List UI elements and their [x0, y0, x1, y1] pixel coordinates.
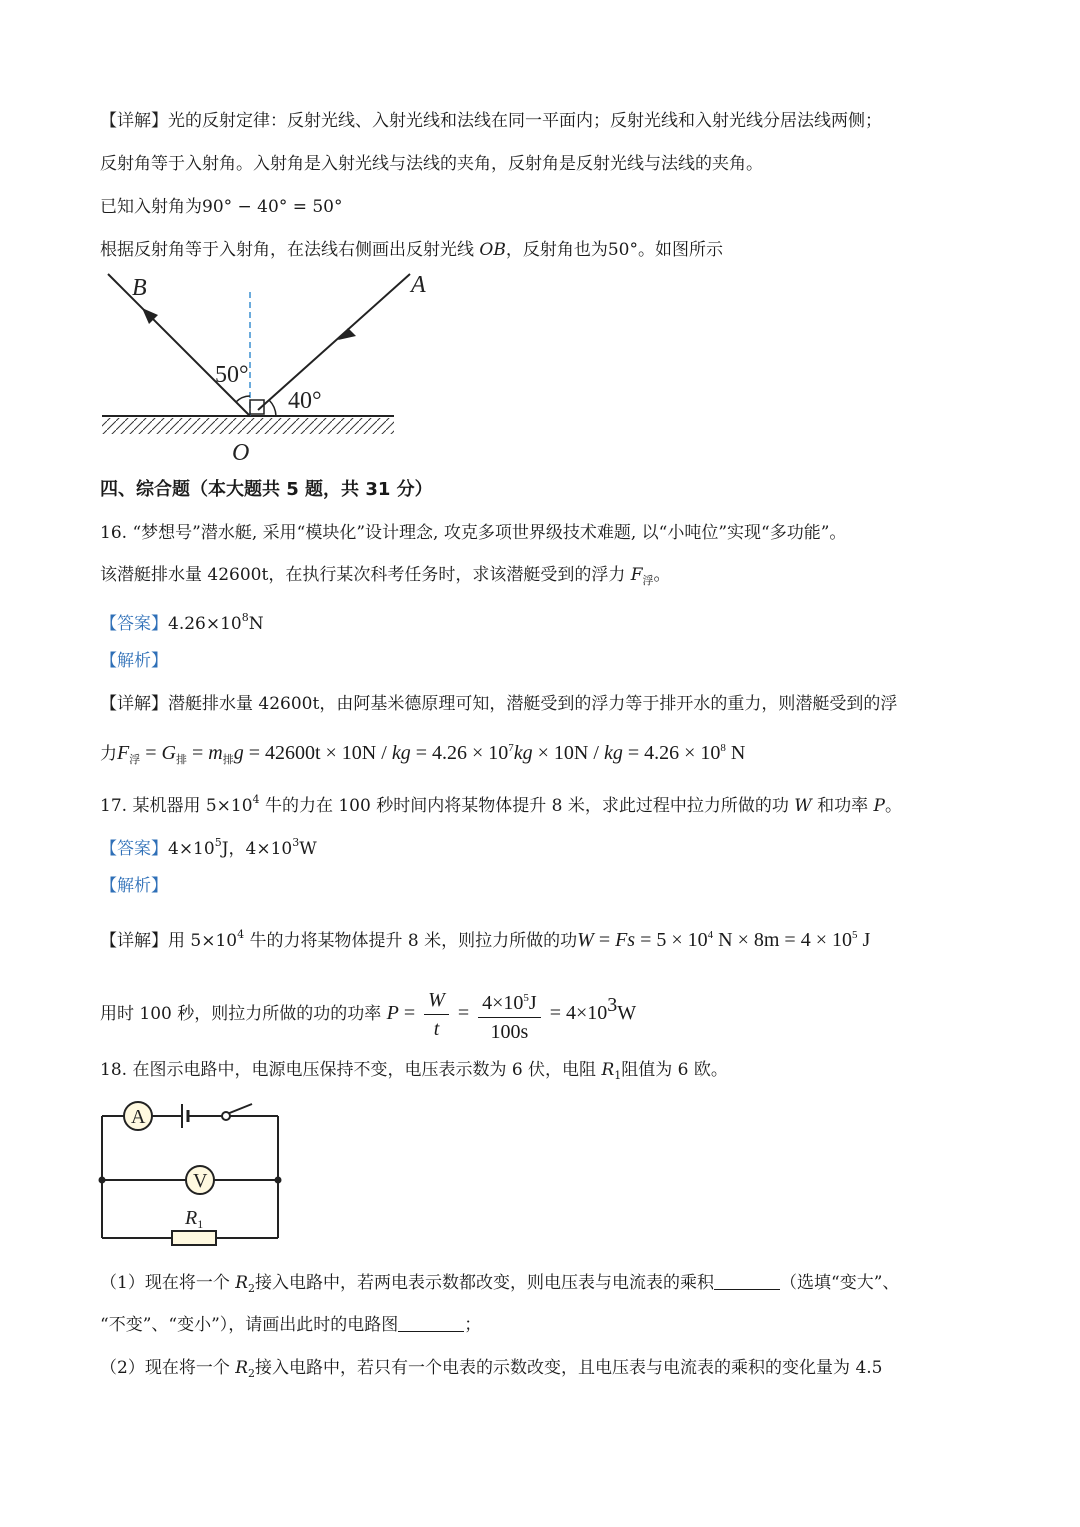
answer-tag: 【答案】: [100, 839, 168, 859]
angle-arc-40: [269, 400, 276, 416]
label-a: A: [411, 272, 426, 298]
reflection-diagram: [98, 268, 426, 468]
q17-answer: 【答案】$4\times 10^5J$，$4\times 10^3W$: [100, 836, 317, 859]
arrow-incident: [338, 328, 356, 340]
detail-line-4: 根据反射角等于入射角，在法线右侧画出反射光线 OB，反射角也为50°。如图所示: [100, 240, 723, 260]
angle-arc-50: [236, 396, 250, 402]
junction-left: [99, 1177, 106, 1184]
detail-line-1: 【详解】光的反射定律：反射光线、入射光线和法线在同一平面内；反射光线和入射光线分居法线两侧；: [100, 111, 882, 131]
q16-detail: 【详解】潜艇排水量 42600t，由阿基米德原理可知，潜艇受到的浮力等于排开水的重力，则潜艇受到的浮: [100, 694, 898, 714]
detail-tag: 【详解】: [100, 694, 168, 714]
q16-line-1: 16. “梦想号”潜水艇, 采用“模块化”设计理念, 攻克多项世界级技术难题, 以“小吨位”实现“多功能”。: [100, 523, 847, 543]
detail-tag: 【详解】: [100, 111, 168, 131]
q16-answer: 【答案】$4.26\times 10^8N$: [100, 611, 264, 634]
q18-part2-line: （2）现在将一个 $R_2$接入电路中，若只有一个电表的示数改变，且电压表与电流表的乘积的变化量为 4.5: [100, 1358, 883, 1380]
q16-equation: 力$F_浮 = G_排 = m_排g = 42600t \times 10N$ / kg = $4.26 \times 10^7kg \times 10N$ / kg = $4.26 \times 10^8$ N: [100, 742, 746, 766]
junction-right: [275, 1177, 282, 1184]
mirror-hatching: [102, 418, 394, 434]
q18-part1-line-2: “不变”、“变小”），请画出此时的电路图 ；: [100, 1315, 482, 1335]
switch-contact: [222, 1112, 230, 1120]
work-equation: $W = Fs = 5 \times 10^4$ $N \times 8m = 4 \times 10^5$ J: [577, 929, 871, 951]
detail-line-3: 已知入射角为90° − 40° = 50°: [100, 197, 343, 217]
detail-line-2: 反射角等于入射角。入射角是入射光线与法线的夹角，反射角是反射光线与法线的夹角。: [100, 154, 763, 174]
q16-line-2: 该潜艇排水量 42600t，在执行某次科考任务时，求该潜艇受到的浮力 $F_浮$。: [100, 565, 671, 587]
ammeter-label: A: [131, 1106, 146, 1128]
reflected-ray-ob: [108, 274, 250, 416]
section-title: 四、综合题（本大题共 5 题，共 31 分）: [100, 479, 433, 500]
answer-tag: 【答案】: [100, 614, 168, 634]
detail-tag: 【详解】: [100, 931, 168, 951]
q18-line-1: 18. 在图示电路中，电源电压保持不变，电压表示数为 6 伏，电阻 $R_1$阻值为 6 欧。: [100, 1060, 728, 1082]
label-o: O: [232, 440, 250, 466]
fraction-w-over-t: $\frac{W}{t}$: [424, 988, 449, 1041]
answer-blank-1[interactable]: [714, 1271, 780, 1290]
answer-blank-2[interactable]: [398, 1313, 464, 1332]
label-b: B: [132, 275, 147, 301]
q16-analysis-tag: 【解析】: [100, 651, 168, 671]
angle-label-50: 50°: [215, 362, 249, 388]
fraction-values: $\frac{4\times 10^5J}{100s}$: [478, 986, 541, 1044]
circuit-diagram: [96, 1094, 296, 1254]
q17-analysis-tag: 【解析】: [100, 876, 168, 896]
resistor-r1: [172, 1231, 216, 1245]
incident-ray-ao: [258, 274, 410, 410]
angle-label-40: 40°: [288, 388, 322, 414]
q17-line-1: 17. 某机器用 $5\times 10^4$ 牛的力在 100 秒时间内将某物体提升 8 米，求此过程中拉力所做的功 W 和功率 P。: [100, 793, 902, 816]
voltmeter-label: V: [193, 1170, 208, 1192]
q18-part1-line-1: （1）现在将一个 $R_2$接入电路中，若两电表示数都改变，则电压表与电流表的乘积 （选填“变大”、: [100, 1273, 900, 1295]
resistor-label: $R_1$: [185, 1207, 204, 1231]
q17-detail: 【详解】用 $5\times 10^4$ 牛的力将某物体提升 8 米，则拉力所做的功$W = Fs = 5 \times 10^4$ $N \times 8m = 4 \times 10^5$ J: [100, 928, 871, 951]
q17-power-line: 用时 100 秒，则拉力所做的功的功率 P = $\frac{W}{t}$ = $\frac{4\times 10^5J}{100s}$ = 4×103W: [100, 980, 636, 1044]
